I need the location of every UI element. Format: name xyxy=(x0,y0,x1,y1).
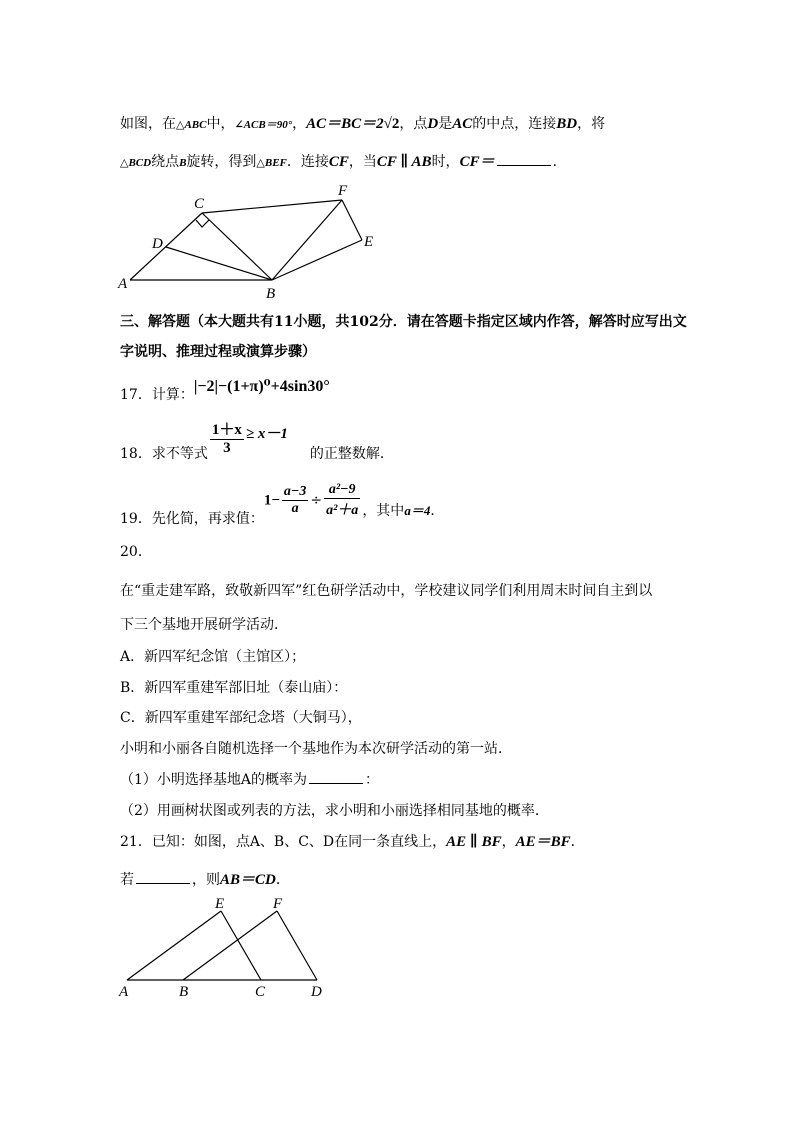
math: AC xyxy=(452,116,473,132)
numerator: a−3 xyxy=(283,484,307,499)
math: △BCD xyxy=(120,157,152,169)
text: ， xyxy=(501,834,516,850)
math: AE ∥ BF xyxy=(446,834,502,850)
q20-option-c: C．新四军重建军部纪念塔（大铜马）， xyxy=(120,710,362,726)
segment-cb xyxy=(202,213,272,280)
fraction xyxy=(210,418,244,457)
q16-line1 xyxy=(120,112,605,133)
text: ， xyxy=(292,116,307,132)
label-c: C xyxy=(255,984,266,1000)
q19 xyxy=(120,482,445,527)
fraction xyxy=(282,484,308,517)
text: 如图，在 xyxy=(120,116,176,132)
text: 绕点 xyxy=(151,154,180,170)
text: ，将 xyxy=(577,116,606,132)
text: ，当 xyxy=(348,154,377,170)
segment-fd xyxy=(277,911,317,980)
label-e: E xyxy=(215,898,225,912)
math: a＝4 xyxy=(404,502,431,518)
answer-blank[interactable] xyxy=(497,153,551,166)
label-f: F xyxy=(338,183,348,199)
math: √2 xyxy=(383,116,400,132)
text: ，点 xyxy=(399,116,428,132)
q20-para3: 小明和小丽各自随机选择一个基地作为本次研学活动的第一站． xyxy=(120,741,512,757)
segment-ac xyxy=(130,213,202,280)
text: 的中点，连接 xyxy=(472,116,557,132)
segment-eb xyxy=(272,240,362,280)
q18 xyxy=(120,420,394,462)
q20-option-a: A．新四军纪念馆（主馆区）； xyxy=(120,649,306,665)
text: 的正整数解． xyxy=(309,445,394,462)
segment-bf xyxy=(183,911,277,980)
math: △ABC xyxy=(176,119,207,131)
text: ．连接 xyxy=(286,154,329,170)
question-label: 18．求不等式 xyxy=(120,445,208,462)
figure-parallel-triangles xyxy=(115,898,335,1003)
segment-cf xyxy=(202,200,342,213)
q17 xyxy=(120,376,330,403)
math: △BEF xyxy=(256,157,287,169)
text: 若 xyxy=(120,872,134,888)
math: CF xyxy=(328,154,349,170)
math-expression: |−2|−(1+π)⁰+4sin30° xyxy=(193,378,330,395)
math: ÷ xyxy=(310,492,323,509)
text: 中， xyxy=(206,116,235,132)
label-b: B xyxy=(266,286,276,300)
denominator: a²＋a xyxy=(326,503,359,518)
question-label: 17．计算： xyxy=(120,387,194,403)
answer-blank[interactable] xyxy=(309,771,363,784)
math: D xyxy=(427,116,439,132)
numerator: 1＋x xyxy=(210,418,244,440)
segment-ec xyxy=(221,911,261,980)
text: ． xyxy=(552,154,567,170)
math: B xyxy=(179,157,187,169)
math: ≥ x－1 xyxy=(245,425,288,442)
text: 时， xyxy=(431,154,460,170)
math: ∠ACB＝90° xyxy=(234,119,293,131)
label-a: A xyxy=(119,984,129,1000)
text: ： xyxy=(365,772,380,788)
question-label: 19．先化简，再求值： xyxy=(120,510,264,527)
math: AC＝BC＝2 xyxy=(306,116,384,132)
text: ，则 xyxy=(192,872,220,888)
label-d: D xyxy=(152,236,163,252)
q20-para1: 在“重走建军路，致敬新四军”红色研学活动中，学校建议同学们利用周末时间自主到以 xyxy=(120,583,653,599)
label-a: A xyxy=(118,276,128,292)
label-e: E xyxy=(364,234,374,250)
q20-option-b: B．新四军重建军部旧址（泰山庙）： xyxy=(120,680,348,696)
q21-line2 xyxy=(120,868,290,889)
question-label: 21．已知：如图，点A、B、C、D在同一条直线上， xyxy=(120,834,447,850)
q20-label: 20． xyxy=(120,544,152,560)
section-heading-cont: 字说明、推理过程或演算步骤） xyxy=(120,344,316,360)
label-c: C xyxy=(194,196,205,212)
math: BD xyxy=(556,116,578,132)
text: ，其中 xyxy=(362,502,405,519)
text: ． xyxy=(275,872,290,888)
math: AE＝BF xyxy=(515,834,571,850)
label-b: B xyxy=(179,984,189,1000)
segment-db xyxy=(166,247,272,280)
text: 是 xyxy=(438,116,453,132)
text: （1）小明选择基地A的概率为 xyxy=(120,772,308,788)
section-heading: 三、解答题（本大题共有11小题，共102分．请在答题卡指定区域内作答，解答时应写出文 xyxy=(120,314,687,330)
q20-para2: 下三个基地开展研学活动． xyxy=(120,617,288,633)
denominator: 3 xyxy=(223,440,231,456)
math: AB＝CD xyxy=(220,872,276,888)
segment-fe xyxy=(342,200,362,240)
math: CF＝ xyxy=(459,154,495,170)
text: 旋转，得到 xyxy=(186,154,257,170)
segment-fb xyxy=(272,200,342,280)
label-d: D xyxy=(311,984,322,1000)
q21-line1 xyxy=(120,830,585,851)
math: CF ∥ AB xyxy=(376,154,432,170)
answer-blank[interactable] xyxy=(136,871,190,884)
fraction xyxy=(324,482,360,519)
q20-sub1 xyxy=(120,769,379,789)
segment-ae xyxy=(127,911,221,980)
text: ． xyxy=(430,502,445,519)
numerator: a²−9 xyxy=(324,482,360,499)
q20-sub2: （2）用画树状图或列表的方法，求小明和小丽选择相同基地的概率． xyxy=(120,803,549,819)
math: 1− xyxy=(263,492,280,509)
q16-line2 xyxy=(120,150,567,171)
right-angle-mark xyxy=(196,220,209,227)
label-f: F xyxy=(273,898,283,912)
figure-rotation-triangle xyxy=(110,180,390,300)
denominator: a xyxy=(291,501,299,516)
text: ． xyxy=(570,834,585,850)
